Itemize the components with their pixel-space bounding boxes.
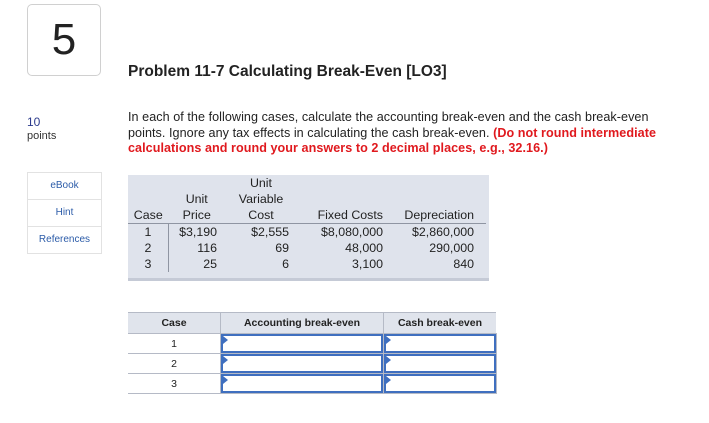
answer-cell-accounting [221, 354, 384, 374]
answer-table [128, 312, 497, 394]
answer-cell-accounting [221, 374, 384, 394]
points-label: points [27, 130, 57, 142]
instructions-text: In each of the following cases, calculate the accounting break-even and the cash break-even points. Ignore any tax effects in calculating the cash break-even. [128, 110, 649, 140]
data-cell-case: 2 [128, 240, 169, 256]
answer-header-cash: Cash break-even [384, 313, 497, 334]
header-var-line2: Variable [238, 192, 284, 206]
points-value: 10 [27, 115, 41, 129]
answer-header-row [128, 313, 496, 334]
question-number-text: 5 [51, 15, 77, 64]
header-case [128, 175, 169, 223]
answer-case-number: 3 [128, 374, 221, 394]
data-cell-fixed-costs: $8,080,000 [320, 225, 383, 239]
header-fixed-text: Fixed Costs [317, 208, 383, 222]
header-unit-price [169, 175, 220, 223]
cash-break-even-input-case-2[interactable] [384, 354, 496, 373]
answer-case-number: 2 [128, 354, 221, 374]
answer-row [128, 374, 496, 394]
header-price-line2: Price [182, 208, 211, 222]
data-cell-variable-cost: 6 [282, 257, 289, 271]
data-row [128, 224, 486, 241]
data-cell-fixed-costs: 3,100 [351, 257, 383, 271]
data-cell-price: 116 [197, 241, 217, 255]
ebook-button[interactable]: eBook [27, 173, 102, 200]
data-cell-variable-cost: 69 [275, 241, 289, 255]
rounding-note: (Do not round intermediate calculations and round your answers to 2 decimal places, e.g., 32.16.) [128, 125, 656, 155]
data-cell-depreciation: 840 [453, 257, 474, 271]
header-dep-text: Depreciation [404, 208, 474, 222]
case-data-table [128, 175, 486, 272]
data-cell-variable-cost: $2,555 [251, 225, 289, 239]
data-row [128, 256, 486, 272]
data-cell-case: 3 [128, 256, 169, 272]
header-fixed-costs [293, 175, 386, 223]
cash-break-even-input-case-1[interactable] [384, 334, 496, 353]
data-row [128, 240, 486, 256]
answer-header-case: Case [128, 313, 221, 334]
answer-case-number: 1 [128, 334, 221, 354]
problem-title: Problem 11-7 Calculating Break-Even [LO3] [128, 63, 447, 80]
header-case-text: Case [133, 208, 163, 222]
cash-break-even-input-case-3[interactable] [384, 374, 496, 393]
answer-cell-cash [384, 354, 497, 374]
answer-row [128, 354, 496, 374]
data-cell-case: 1 [128, 224, 169, 241]
question-number [27, 4, 101, 76]
accounting-break-even-input-case-2[interactable] [221, 354, 383, 373]
answer-row [128, 334, 496, 354]
case-data-panel [128, 175, 489, 281]
data-cell-fixed-costs: 48,000 [345, 241, 383, 255]
side-nav [27, 172, 102, 254]
answer-cell-accounting [221, 334, 384, 354]
answer-header-accounting: Accounting break-even [221, 313, 384, 334]
header-depreciation [386, 175, 486, 223]
answer-cell-cash [384, 374, 497, 394]
data-cell-depreciation: 290,000 [429, 241, 474, 255]
data-cell-price: 25 [203, 257, 217, 271]
accounting-break-even-input-case-3[interactable] [221, 374, 383, 393]
hint-button[interactable]: Hint [27, 200, 102, 227]
header-unit-variable-cost [219, 175, 293, 223]
data-header-row [128, 175, 486, 223]
data-cell-price: $3,190 [179, 225, 217, 239]
data-cell-depreciation: $2,860,000 [411, 225, 474, 239]
header-var-line3: Cost [248, 208, 274, 222]
answer-cell-cash [384, 334, 497, 354]
instructions [128, 110, 688, 157]
references-button[interactable]: References [27, 227, 102, 254]
header-price-line1: Unit [185, 192, 208, 206]
header-var-line1: Unit [249, 176, 273, 190]
accounting-break-even-input-case-1[interactable] [221, 334, 383, 353]
